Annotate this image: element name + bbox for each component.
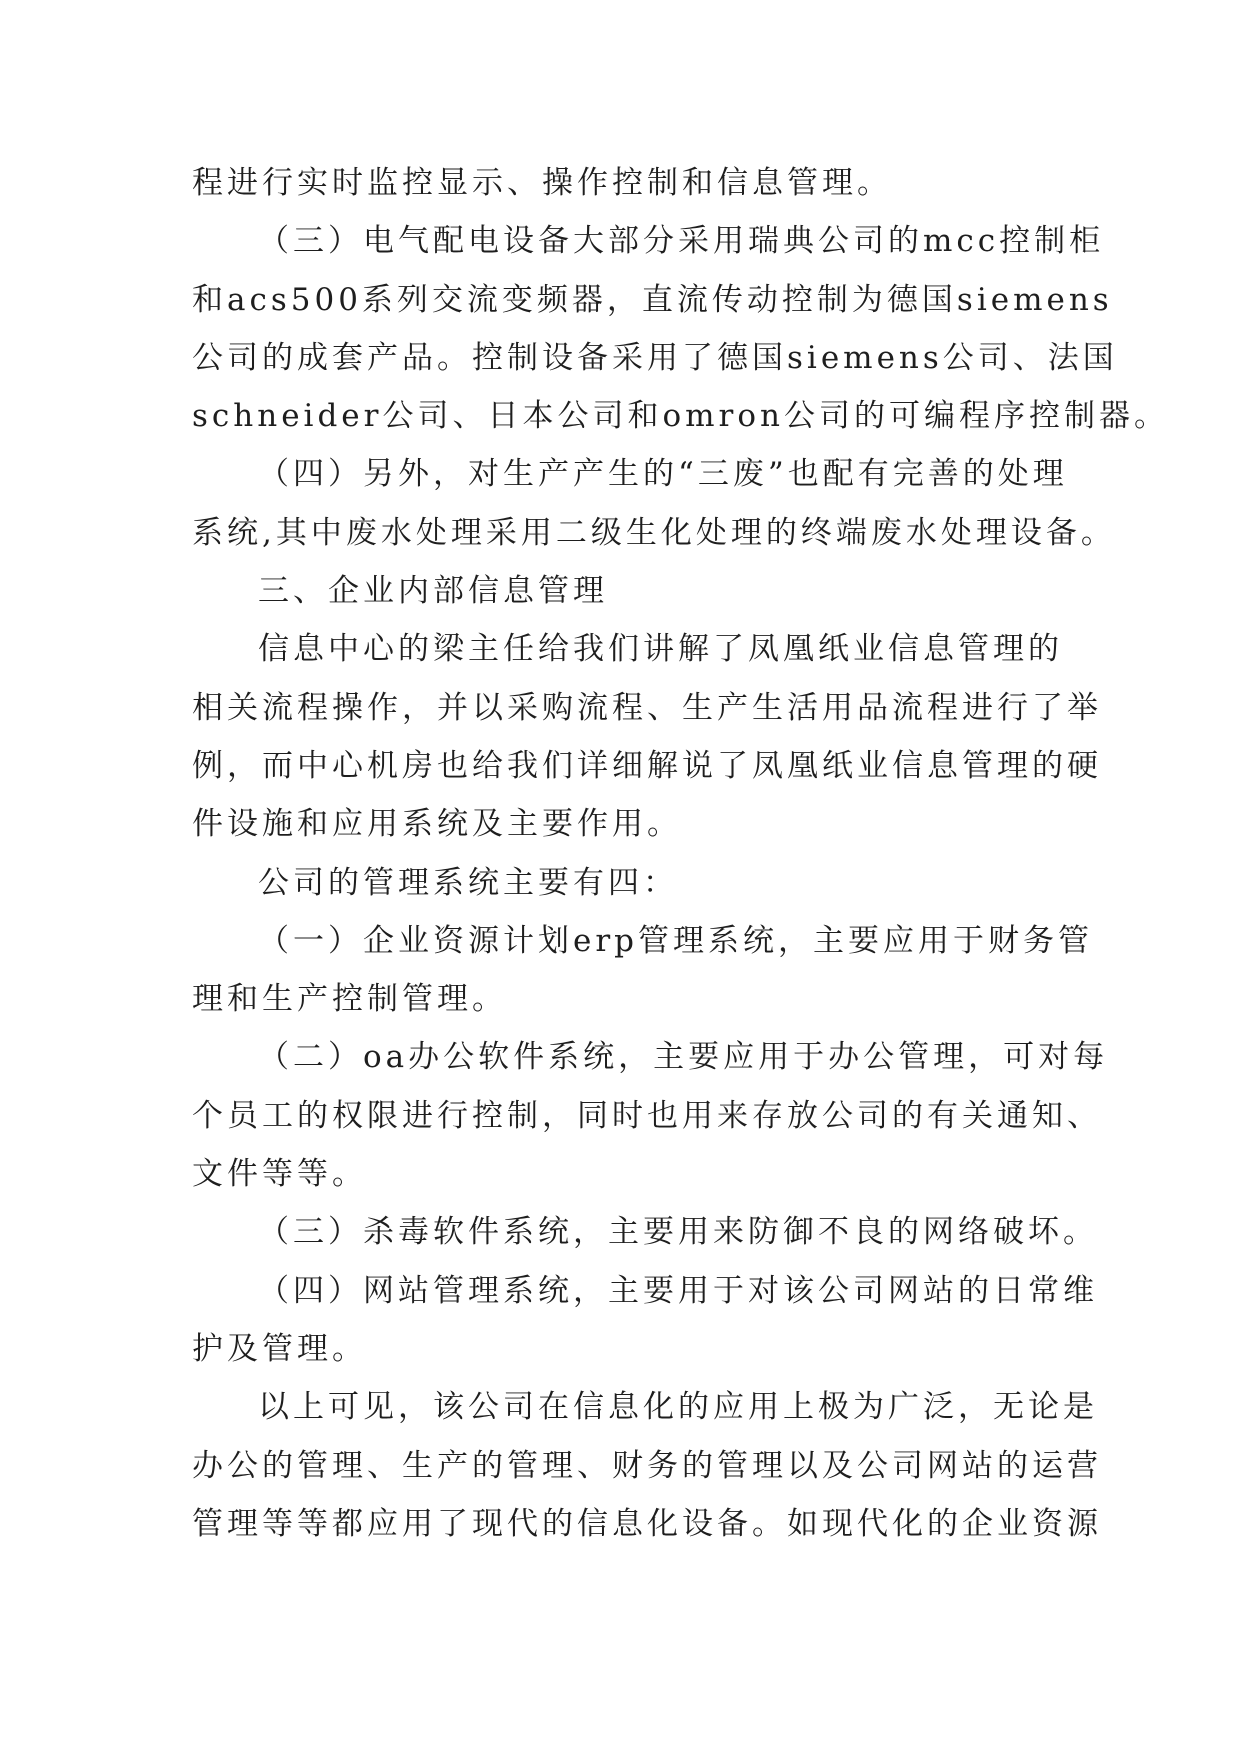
text-line: （四）网站管理系统，主要用于对该公司网站的日常维	[258, 1272, 1098, 1309]
text-line: 文件等等。	[192, 1156, 367, 1193]
text-line: （四）另外，对生产产生的“三废”也配有完善的处理	[258, 456, 1068, 493]
text-line: schneider公司、日本公司和omron公司的可编程序控制器。	[192, 398, 1169, 435]
text-line: 相关流程操作，并以采购流程、生产生活用品流程进行了举	[192, 689, 1102, 726]
text-line: 以上可见，该公司在信息化的应用上极为广泛，无论是	[258, 1389, 1098, 1426]
text-line: 系统,其中废水处理采用二级生化处理的终端废水处理设备。	[192, 514, 1116, 551]
text-line: 管理等等都应用了现代的信息化设备。如现代化的企业资源	[192, 1505, 1102, 1542]
text-line: 个员工的权限进行控制，同时也用来存放公司的有关通知、	[192, 1097, 1102, 1134]
text-line: 办公的管理、生产的管理、财务的管理以及公司网站的运营	[192, 1447, 1102, 1484]
text-line: 公司的成套产品。控制设备采用了德国siemens公司、法国	[192, 339, 1118, 376]
text-line: 信息中心的梁主任给我们讲解了凤凰纸业信息管理的	[258, 631, 1063, 668]
text-line: 护及管理。	[192, 1330, 367, 1367]
text-line: 例，而中心机房也给我们详细解说了凤凰纸业信息管理的硬	[192, 747, 1102, 784]
text-line: （三）杀毒软件系统，主要用来防御不良的网络破坏。	[258, 1214, 1098, 1251]
text-line: 公司的管理系统主要有四：	[258, 864, 678, 901]
text-line: 理和生产控制管理。	[192, 981, 507, 1018]
document-body	[192, 154, 1169, 1553]
text-line: 程进行实时监控显示、操作控制和信息管理。	[192, 165, 892, 201]
section-heading: 三、企业内部信息管理	[258, 573, 608, 610]
text-line: 件设施和应用系统及主要作用。	[192, 806, 682, 843]
text-line: 和acs500系列交流变频器，直流传动控制为德国siemens	[192, 281, 1113, 318]
text-line: （三）电气配电设备大部分采用瑞典公司的mcc控制柜	[258, 223, 1105, 260]
text-line: （一）企业资源计划erp管理系统，主要应用于财务管	[258, 922, 1094, 959]
text-line: （二）oa办公软件系统，主要应用于办公管理，可对每	[258, 1039, 1109, 1076]
